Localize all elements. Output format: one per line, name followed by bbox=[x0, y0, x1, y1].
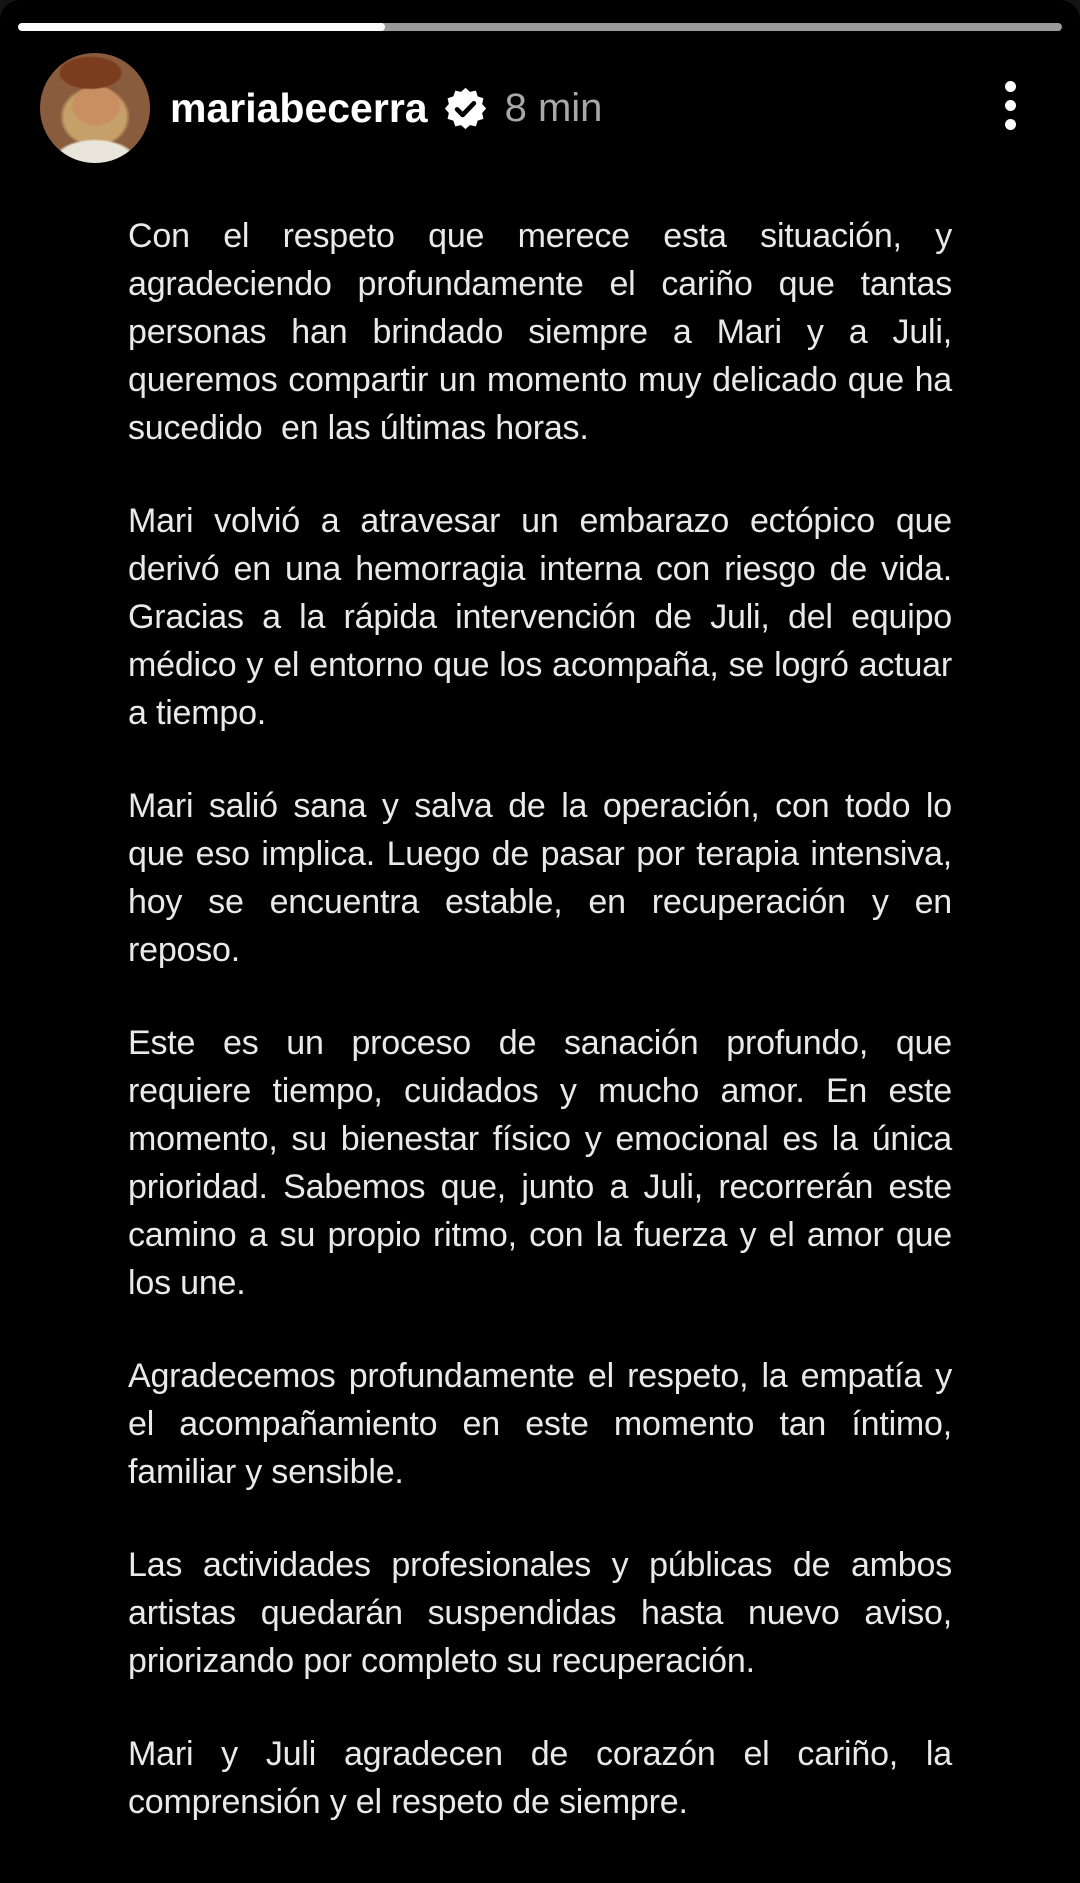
statement-paragraph: Mari volvió a atravesar un embarazo ectópico que derivó en una hemorragia interna con riesgo de vida. Gracias a la rápida intervención de Juli, del equipo médico y el entorno que los acompaña, se logró actuar a tiempo. bbox=[128, 502, 952, 732]
story-progress-fill bbox=[18, 23, 385, 31]
story-header bbox=[170, 72, 602, 144]
statement-paragraph: Con el respeto que merece esta situación, y agradeciendo profundamente el cariño que tantas personas han brindado siempre a Mari y a Juli, queremos compartir un momento muy delicado que ha sucedido en las últimas horas. bbox=[128, 217, 952, 447]
menu-dot bbox=[1005, 119, 1016, 130]
story-progress-bar bbox=[18, 23, 1062, 31]
statement-paragraph: Este es un proceso de sanación profundo, que requiere tiempo, cuidados y mucho amor. En este momento, su bienestar físico y emocional es la única prioridad. Sabemos que, junto a Juli, recorrerán este camino a su propio ritmo, con la fuerza y el amor que los une. bbox=[128, 1024, 952, 1302]
statement-paragraph: Las actividades profesionales y públicas de ambos artistas quedarán suspendidas hasta nuevo aviso, priorizando por completo su recuperación. bbox=[128, 1546, 952, 1680]
story-timestamp: 8 min bbox=[504, 85, 603, 130]
more-options-icon[interactable] bbox=[1001, 77, 1020, 134]
menu-dot bbox=[1005, 100, 1016, 111]
username[interactable]: mariabecerra bbox=[170, 84, 428, 131]
statement-paragraph: Agradecemos profundamente el respeto, la empatía y el acompañamiento en este momento tan íntimo, familiar y sensible. bbox=[128, 1357, 952, 1491]
verified-badge-icon bbox=[444, 87, 487, 130]
avatar[interactable] bbox=[40, 53, 150, 163]
statement-paragraph: Mari y Juli agradecen de corazón el cariño, la comprensión y el respeto de siempre. bbox=[128, 1735, 952, 1821]
statement-paragraph: Mari salió sana y salva de la operación, con todo lo que eso implica. Luego de pasar por terapia intensiva, hoy se encuentra estable, en recuperación y en reposo. bbox=[128, 787, 952, 969]
story-text-block bbox=[128, 212, 952, 1826]
menu-dot bbox=[1005, 81, 1016, 92]
